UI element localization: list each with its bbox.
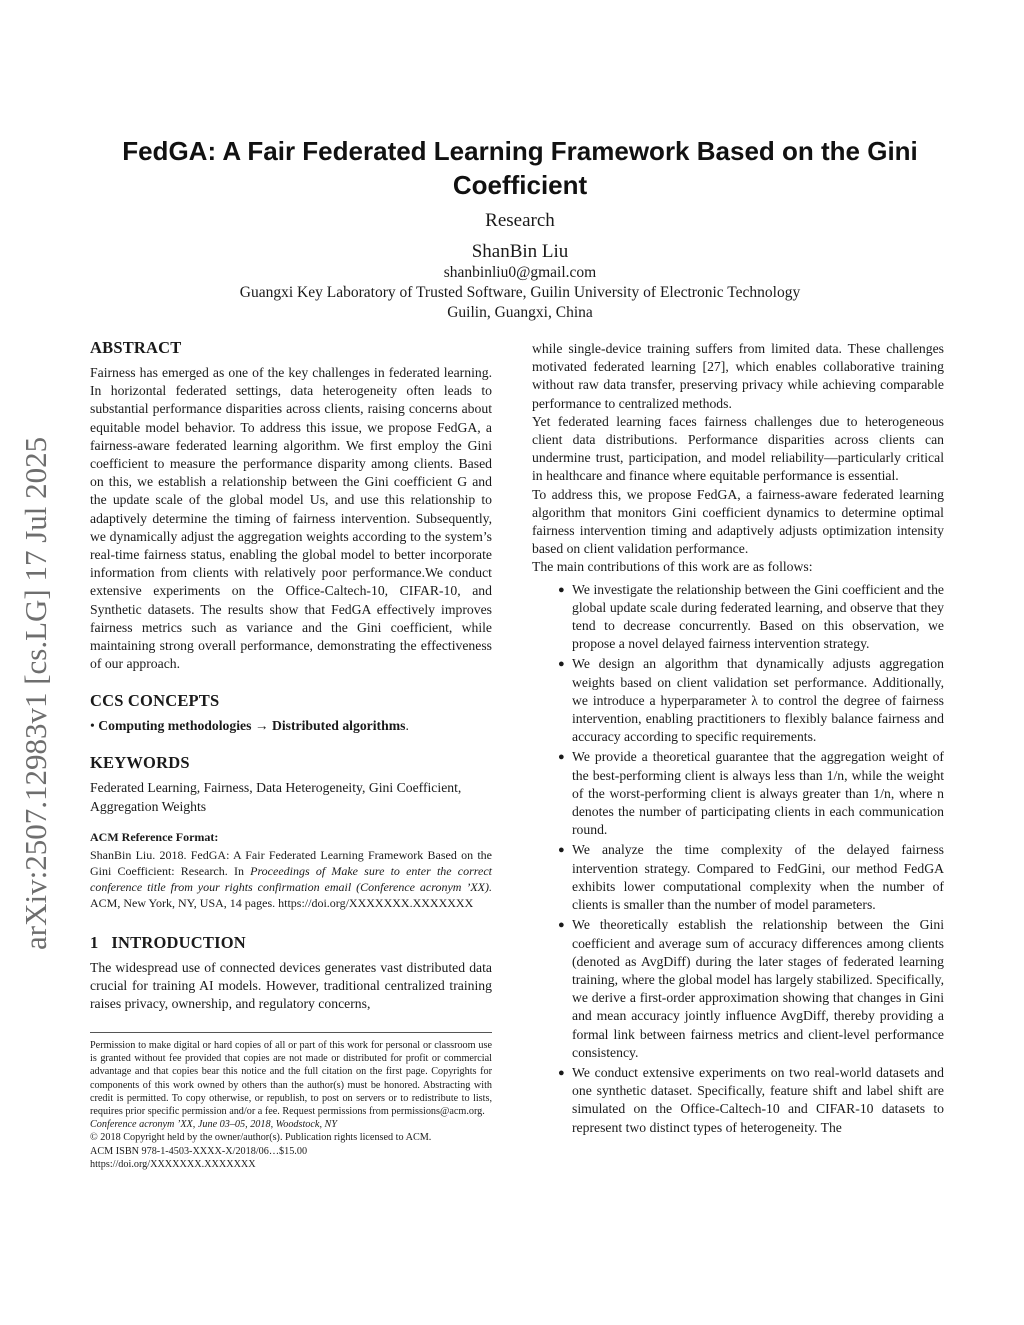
author-location: Guilin, Guangxi, China (447, 304, 593, 321)
acm-reference-heading: ACM Reference Format: (90, 829, 219, 844)
ccs-heading: CCS CONCEPTS (90, 691, 220, 711)
intro-paragraph-2: Yet federated learning faces fairness challenges due to heterogeneous client data distributions. Performance disparities across clients can undermine trust, participation, and model reliability—particularly critical in healthcare and finance where equitable performance is essential. (532, 413, 944, 484)
ccs-bullet: • (90, 718, 95, 734)
permission-notice: Permission to make digital or hard copies of all or part of this work for personal or classroom use is granted without fee provided that copies are not made or distributed for profit or commercial advantage and that copies bear this notice and the full citation on the first page. Copyrights for components of this work owned by others than the author(s) must be honored. Abstracting with credit is permitted. To copy otherwise, or republish, to post on servers or to redistribute to lists, requires prior specific permission and/or a fee. Request permissions from permissions@acm.org. (90, 1040, 492, 1118)
keywords-text: Federated Learning, Fairness, Data Heterogeneity, Gini Coefficient, Aggregation Weights (90, 780, 462, 814)
intro-paragraph-3: To address this, we propose FedGA, a fairness-aware federated learning algorithm that monitors Gini coefficient dynamics to determine optimal fairness intervention timing and adaptively adjusts optimization intensity based on client validation performance. (532, 486, 944, 557)
contribution-item (558, 841, 944, 914)
copyright-footnote (90, 1032, 492, 1171)
paper-title: FedGA: A Fair Federated Learning Framework Based on the Gini Coefficient (122, 136, 918, 200)
bullet-icon: ● (558, 844, 565, 857)
contribution-item (558, 581, 944, 654)
ccs-concept: Computing methodologies → Distributed algorithms (98, 718, 406, 734)
copyright-line: © 2018 Copyright held by the owner/author(s). Publication rights licensed to ACM. (90, 1132, 432, 1144)
bullet-icon: ● (558, 919, 565, 932)
intro-paragraph-1: while single-device training suffers from limited data. These challenges motivated federated learning [27], which enables collaborative training without raw data transfer, preserving privacy while achieving comparable performance to centralized methods. (532, 341, 944, 411)
contribution-text: We conduct extensive experiments on two real-world datasets and one synthetic dataset. Specifically, feature shift and label shift are simulated on the Office-Caltech-10 and CIFAR-10 datasets to represent two distinct types of heterogeneity. The (572, 1064, 944, 1135)
arxiv-identifier-stamp: arXiv:2507.12983v1 [cs.LG] 17 Jul 2025 (18, 436, 53, 950)
contribution-item (558, 748, 944, 839)
bullet-icon: ● (558, 583, 565, 596)
author-affiliation: Guangxi Key Laboratory of Trusted Software, Guilin University of Electronic Technology (239, 284, 801, 301)
left-column (90, 338, 492, 1013)
acm-reference-text (90, 847, 492, 911)
paper-header (80, 134, 960, 323)
ccs-period: . (405, 718, 409, 734)
intro-paragraph-4: The main contributions of this work are as follows: (532, 559, 813, 575)
keywords-heading: KEYWORDS (90, 753, 190, 773)
bullet-icon: ● (558, 658, 565, 671)
contribution-text: We provide a theoretical guarantee that the aggregation weight of the best-performing client is always less than 1/n, while the weight of the worst-performing client is always greater than 1/n, where n denotes the number of participating clients in each communication round. (572, 749, 944, 838)
contributions-list (532, 581, 944, 1137)
contribution-item (558, 1064, 944, 1137)
contribution-item (558, 655, 944, 746)
author-email: shanbinliu0@gmail.com (443, 264, 597, 281)
acm-reference-part1: ShanBin Liu. 2018. FedGA: A Fair Federated Learning Framework Based on the Gini Coefficient: Research. In (90, 847, 492, 878)
bullet-icon: ● (558, 1066, 565, 1079)
contribution-text: We investigate the relationship between the Gini coefficient and the global update scale during federated learning, and observe that they tend to decrease concurrently. Based on this observation, we propose a novel delayed fairness intervention strategy. (572, 581, 944, 652)
introduction-heading: 1 INTRODUCTION (90, 932, 246, 952)
doi-line: https://doi.org/XXXXXXX.XXXXXXX (90, 1158, 256, 1170)
isbn-line: ACM ISBN 978-1-4503-XXXX-X/2018/06…$15.00 (90, 1145, 308, 1157)
abstract-heading: ABSTRACT (90, 338, 182, 357)
contribution-item (558, 916, 944, 1062)
contribution-text: We theoretically establish the relationship between the Gini coefficient and average sum of accuracy differences among clients (denoted as AvgDiff) during the later stages of federated learning training, where the global model has largely stabilized. Specifically, we derive a first-order approximation showing that changes in Gini and mean accuracy jointly influence AvgDiff, thereby providing a formal link between fairness metrics and client-level performance consistency. (572, 917, 944, 1060)
paper-subtitle: Research (485, 210, 555, 231)
conference-info: Conference acronym ’XX, June 03–05, 2018, Woodstock, NY (90, 1119, 338, 1131)
acm-reference-proceedings: Proceedings of Make sure to enter the correct conference title from your rights confirmation email (Conference acronym ’XX). (90, 863, 492, 894)
introduction-text: The widespread use of connected devices generates vast distributed data crucial for training AI models. However, traditional centralized training raises privacy, ownership, and regulatory concerns, (90, 959, 492, 1012)
acm-reference-part2: ACM, New York, NY, USA, 14 pages. https://doi.org/XXXXXXX.XXXXXXX (90, 895, 474, 910)
contribution-text: We analyze the time complexity of the delayed fairness intervention strategy. Compared to FedGini, our method FedGA exhibits lower computational complexity when the number of clients is smaller than the number of model parameters. (572, 842, 944, 913)
contribution-text: We design an algorithm that dynamically adjusts aggregation weights based on client validation set performance. Additionally, we introduce a hyperparameter λ to control the degree of fairness intervention, enabling practitioners to flexibly balance fairness and accuracy according to specific requirements. (572, 656, 944, 745)
bullet-icon: ● (558, 751, 565, 764)
author-name: ShanBin Liu (471, 241, 569, 262)
ccs-concepts (90, 717, 492, 735)
abstract-text: Fairness has emerged as one of the key challenges in federated learning. In horizontal federated settings, data heterogeneity often leads to substantial performance disparities across clients, raising concerns about equitable model behavior. To address this issue, we propose FedGA, a fairness-aware federated learning algorithm. We first employ the Gini coefficient to measure the performance disparity among clients. Based on this, we establish a relationship between the Gini coefficient G and the update scale of the global model Us, and use this relationship to adaptively determine the timing of fairness intervention. Subsequently, we dynamically adjust the aggregation weights according to the system’s real-time fairness status, enabling the global model to better incorporate information from clients with relatively poor performance.We conduct extensive experiments on the Office-Caltech-10, CIFAR-10, and Synthetic datasets. The results show that FedGA effectively improves fairness metrics such as variance and the Gini coefficient, while maintaining strong overall performance, demonstrating the effectiveness of our approach. (90, 365, 492, 672)
right-column (532, 340, 944, 1139)
